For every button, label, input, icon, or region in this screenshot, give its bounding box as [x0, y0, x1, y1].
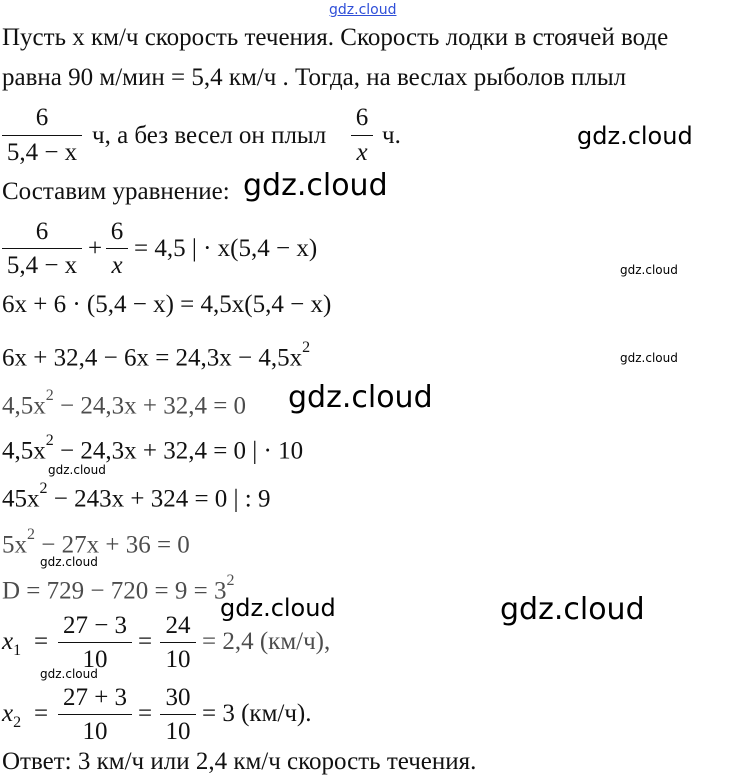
watermark: gdz.cloud — [288, 380, 433, 415]
watermark: gdz.cloud — [48, 463, 106, 477]
equation-5: $4,5x^2 - 24,3x + 32,4 = 0$ | · 10 — [2, 432, 304, 465]
text-line-1: Пусть x км/ч скорость течения. Скорость лодки в стоячей воде — [2, 24, 669, 51]
watermark: gdz.cloud — [500, 592, 645, 627]
fraction-numerator: 24 — [165, 612, 191, 639]
fraction-numerator: 30 — [165, 684, 191, 711]
plus-sign: + — [88, 235, 103, 262]
fraction-denominator: 10 — [82, 718, 108, 745]
fraction-bar — [351, 135, 373, 136]
equation-1-tail: = 4,5 | · x(5,4 − x) — [134, 235, 318, 262]
fraction-numerator: 6 — [35, 104, 49, 131]
text-line-3-mid: ч, а без весел он плыл — [92, 122, 327, 149]
fraction-denominator: 10 — [165, 646, 191, 673]
watermark: gdz.cloud — [577, 122, 693, 150]
fraction-numerator: 6 — [110, 218, 124, 245]
equation-3: $6x + 32,4 - 6x = 24,3x - 4,5x^2$ — [2, 339, 311, 372]
watermark: gdz.cloud — [620, 263, 678, 277]
watermark: gdz.cloud — [40, 667, 98, 681]
fraction-numerator: 27 + 3 — [62, 684, 128, 711]
text-line-3-end: ч. — [382, 122, 401, 149]
equals-sign: = — [138, 700, 153, 727]
fraction-numerator: 6 — [355, 104, 369, 131]
x2-result: = 3 (км/ч). — [202, 700, 312, 727]
x1-label: $x_1$ — [2, 628, 22, 659]
fraction-bar — [58, 642, 132, 643]
fraction-denominator: 5,4 − x — [6, 139, 78, 166]
fraction-denominator: 10 — [82, 646, 108, 673]
fraction-bar — [160, 642, 196, 643]
text-line-2: равна 90 м/мин = 5,4 км/ч . Тогда, на веслах рыболов плыл — [2, 64, 627, 91]
equals-sign: = — [138, 628, 153, 655]
fraction-numerator: 27 − 3 — [62, 612, 128, 639]
watermark: gdz.cloud — [620, 351, 678, 365]
equation-7: $5x^2 - 27x + 36 = 0$ — [2, 526, 190, 559]
fraction-bar — [2, 248, 82, 249]
equation-6: $45x^2 - 243x + 324 = 0$ | : 9 — [2, 480, 271, 513]
watermark: gdz.cloud — [243, 168, 388, 203]
watermark-top: gdz.cloud — [329, 2, 397, 18]
fraction-bar — [58, 714, 132, 715]
fraction-denominator: x — [111, 252, 123, 279]
watermark: gdz.cloud — [220, 594, 336, 622]
fraction-bar — [106, 248, 128, 249]
equation-4: $4,5x^2 - 24,3x + 32,4 = 0$ — [2, 387, 247, 420]
discriminant: $D = 729 - 720 = 9 = 3^2$ — [2, 572, 235, 605]
text-line-4: Составим уравнение: — [2, 178, 230, 205]
answer-line: Ответ: 3 км/ч или 2,4 км/ч скорость течения. — [2, 748, 477, 775]
watermark: gdz.cloud — [40, 555, 98, 569]
fraction-denominator: x — [356, 139, 368, 166]
fraction-denominator: 5,4 − x — [6, 252, 78, 279]
fraction-bar — [2, 135, 82, 136]
equals-sign: = — [34, 700, 49, 727]
fraction-numerator: 6 — [35, 218, 49, 245]
fraction-denominator: 10 — [165, 718, 191, 745]
x2-label: $x_2$ — [2, 700, 22, 731]
equals-sign: = — [34, 628, 49, 655]
equation-2: 6x + 6 · (5,4 − x) = 4,5x(5,4 − x) — [2, 291, 332, 318]
x1-result: = 2,4 (км/ч), — [202, 628, 331, 655]
fraction-bar — [160, 714, 196, 715]
